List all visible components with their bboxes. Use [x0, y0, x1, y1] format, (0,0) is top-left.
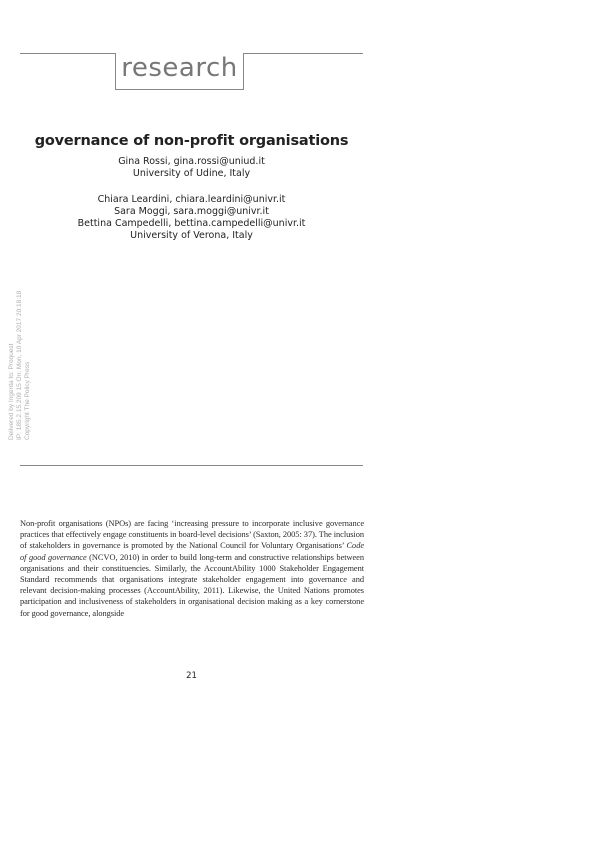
affiliation-line: University of Verona, Italy: [130, 230, 253, 241]
author-line: Bettina Campedelli, bettina.campedelli@univr.it: [77, 218, 306, 229]
body-text-part: (NCVO, 2010) in order to build long-term and constructive relationships between organisations and their constituencies. Similarly, the AccountAbility 1000 Stakeholder Engagement Standard recommends that organisations integrate stakeholder engagement into governance and relevant decision-making processes (AccountAbility, 2011). Likewise, the United Nations promotes participation and inclusiveness of stakeholders in organisational decision making as a key cornerstone for good governance, alongside: [20, 552, 364, 618]
author-line: Gina Rossi, gina.rossi@uniud.it: [118, 156, 265, 167]
body-paragraph: [20, 518, 364, 619]
category-label: research: [115, 53, 244, 90]
author-line: Chiara Leardini, chiara.leardini@univr.it: [97, 194, 286, 205]
page-number: 21: [186, 671, 197, 681]
bottom-rule: [20, 465, 363, 466]
author-line: Sara Moggi, sara.moggi@univr.it: [114, 206, 269, 217]
author-block: [20, 156, 363, 242]
delivery-watermark: [8, 291, 32, 440]
body-text-part: Non-profit organisations (NPOs) are facing ‘increasing pressure to incorporate inclusive governance practices that effectively engage constituents in board-level decisions’ (Saxton, 2005: 37). The inclusion of stakeholders in governance is promoted by the National Council for Voluntary Organisations’: [20, 519, 364, 551]
body-text-italic: Code of good governance: [20, 541, 364, 562]
watermark-line: IP: 185.2.15.209 15 On: Mon, 10 Apr 2017 20:18:18: [16, 290, 23, 440]
affiliation-line: University of Udine, Italy: [132, 168, 251, 179]
article-title: governance of non-profit organisations: [34, 133, 349, 149]
watermark-line: Copyright The Policy Press: [24, 361, 31, 440]
watermark-line: Delivered by Ingenta to: Proquest: [8, 343, 15, 440]
